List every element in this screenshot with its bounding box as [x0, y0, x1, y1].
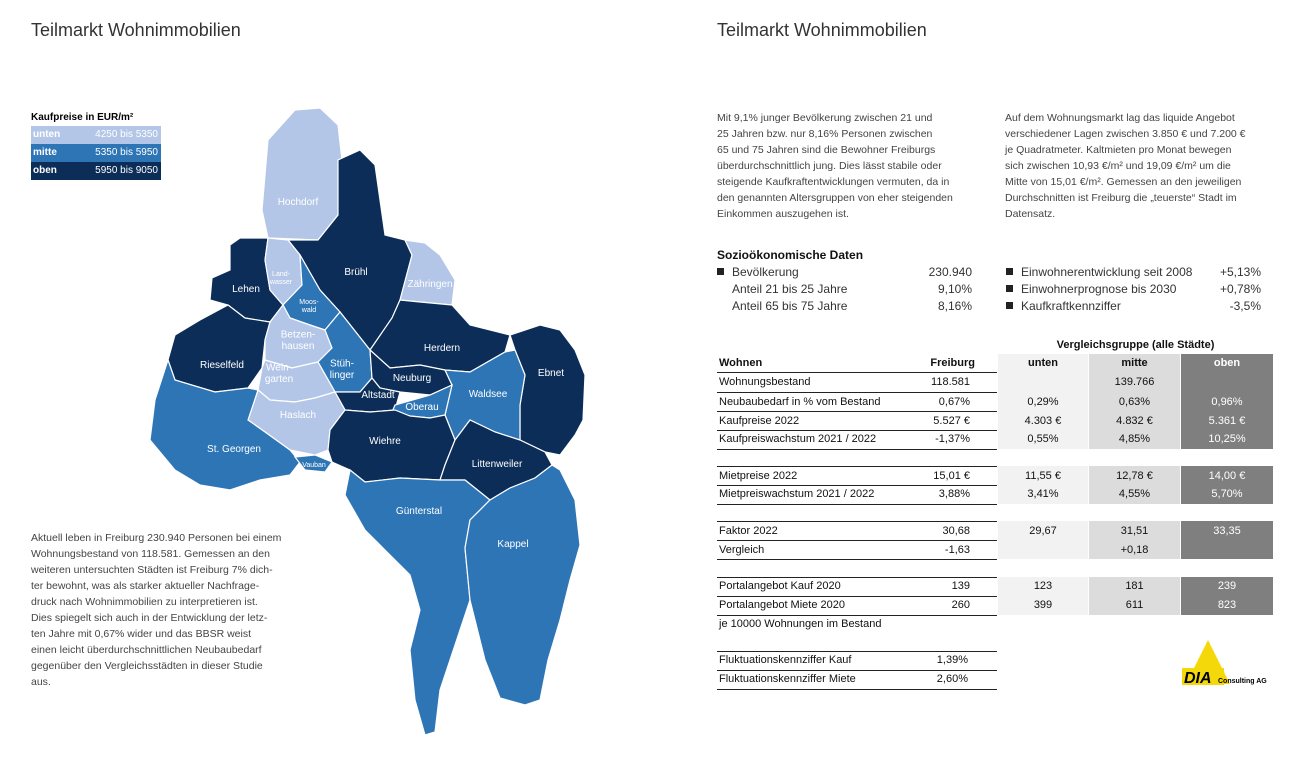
label-st-georgen: St. Georgen — [207, 444, 261, 455]
row-unten: 4.303 € — [1024, 415, 1062, 427]
sozio-value: +0,78% — [1219, 282, 1261, 296]
text-line: ter bewohnt, was als starker aktueller Nachfrage- — [31, 580, 260, 592]
row-freiburg: 5.527 € — [933, 415, 970, 427]
text-line: Wohnungsbestand von 118.581. Gemessen an den — [31, 548, 270, 560]
row-freiburg: 260 — [951, 599, 970, 611]
label-oberau: Oberau — [405, 402, 439, 413]
sozio-value: 8,16% — [937, 299, 972, 313]
left-page-title: Teilmarkt Wohnimmobilien — [31, 20, 241, 40]
row-unten: 11,55 € — [1025, 470, 1061, 482]
row-oben: 33,35 — [1213, 525, 1241, 537]
label-landwasser: Land-wasser — [269, 271, 293, 287]
label-weingarten: Wein-garten — [264, 362, 294, 385]
text-line: Dies spiegelt sich auch in der Entwicklung der letz- — [31, 612, 268, 624]
row-freiburg: 3,88% — [938, 488, 970, 500]
text-line: je Quadratmeter. Kaltmieten pro Monat bewegen — [1005, 144, 1232, 156]
label-waldsee: Waldsee — [468, 389, 508, 400]
text-line: Einkommen auszugehen ist. — [717, 208, 849, 220]
fluct-label: Fluktuationskennziffer Miete — [719, 673, 856, 685]
legend-title: Kaufpreise in EUR/m² — [31, 112, 134, 123]
text-line: Mitte von 15,01 €/m². Gemessen an den jeweiligen — [1005, 176, 1242, 188]
row-mitte: 0,63% — [1118, 396, 1151, 408]
row-freiburg: 0,67% — [938, 396, 970, 408]
text-line: steigende Kaufkraftentwicklungen vermuten, da in — [717, 176, 950, 188]
header-mitte: mitte — [1121, 357, 1148, 369]
row-label: Kaufpreise 2022 — [719, 415, 800, 427]
label-hochdorf: Hochdorf — [277, 197, 319, 208]
row-label: Wohnungsbestand — [719, 376, 811, 388]
row-unten: 0,55% — [1027, 433, 1059, 445]
header-wohnen: Wohnen — [719, 357, 763, 369]
header-freiburg: Freiburg — [930, 357, 975, 369]
row-mitte: +0,18 — [1120, 544, 1149, 556]
legend-range: 5950 bis 9050 — [95, 165, 158, 176]
text-line: Mit 9,1% junger Bevölkerung zwischen 21 und — [717, 112, 933, 124]
label-altstadt: Altstadt — [361, 390, 395, 401]
label-herdern: Herdern — [423, 343, 461, 354]
row-mitte: 12,78 € — [1116, 470, 1153, 482]
sozio-label: Kaufkraftkennziffer — [1021, 299, 1121, 313]
legend-key: oben — [33, 165, 57, 176]
text-line: ten Jahre mit 0,67% wider und das BBSR weist — [31, 628, 252, 640]
row-oben: 823 — [1217, 599, 1237, 611]
sozio-value: 9,10% — [937, 282, 972, 296]
text-line: Auf dem Wohnungsmarkt lag das liquide Angebot — [1005, 112, 1235, 124]
logo-brand: DIA — [1184, 670, 1212, 687]
text-line: aus. — [31, 676, 51, 688]
row-unten: 29,67 — [1029, 525, 1057, 537]
logo-sub: Consulting AG — [1218, 678, 1267, 685]
label-haslach: Haslach — [279, 410, 317, 421]
table-note: je 10000 Wohnungen im Bestand — [719, 618, 882, 630]
label-wiehre: Wiehre — [369, 436, 401, 447]
text-line: sich zwischen 10,93 €/m² und 19,09 €/m² um die — [1005, 160, 1231, 172]
label-guenterstal: Günterstal — [395, 506, 443, 517]
header-oben: oben — [1213, 357, 1241, 369]
row-mitte: 4,85% — [1118, 433, 1151, 445]
row-freiburg: 118.581 — [931, 376, 970, 388]
sozio-label: Bevölkerung — [732, 265, 799, 279]
legend-key: mitte — [33, 147, 57, 158]
row-mitte: 611 — [1125, 599, 1144, 611]
text-line: Datensatz. — [1005, 208, 1056, 220]
legend-key: unten — [33, 129, 61, 140]
label-littenweiler: Littenweiler — [471, 459, 523, 470]
row-label: Vergleich — [719, 544, 765, 556]
row-freiburg: 139 — [951, 580, 970, 592]
text-line: 65 und 75 Jahren sind die Bewohner Freiburgs — [717, 144, 936, 156]
row-unten: 123 — [1033, 580, 1053, 592]
text-line: überdurchschnittlich jung. Dies lässt stabile oder — [717, 160, 942, 172]
row-oben: 239 — [1217, 580, 1237, 592]
label-vauban: Vauban — [302, 462, 326, 469]
row-label: Faktor 2022 — [719, 525, 778, 537]
row-freiburg: 15,01 € — [933, 470, 970, 482]
sozio-value: +5,13% — [1219, 265, 1261, 279]
label-ebnet: Ebnet — [537, 368, 565, 379]
text-line: Durchschnitten ist Freiburg die „teuerste“ Stadt im — [1005, 192, 1237, 204]
sozio-label: Anteil 65 bis 75 Jahre — [732, 299, 848, 313]
row-oben: 5,70% — [1211, 488, 1243, 500]
text-line: Aktuell leben in Freiburg 230.940 Personen bei einem — [31, 532, 282, 544]
row-oben: 14,00 € — [1208, 470, 1246, 482]
row-label: Kaufpreiswachstum 2021 / 2022 — [719, 433, 877, 445]
fluct-value: 2,60% — [936, 673, 968, 685]
row-freiburg: -1,37% — [935, 433, 970, 445]
sozio-title: Sozioökonomische Daten — [717, 248, 864, 262]
text-line: einen leicht überdurchschnittlichen Neubaubedarf — [31, 644, 262, 656]
legend-range: 4250 bis 5350 — [95, 129, 158, 140]
sozio-label: Einwohnerprognose bis 2030 — [1021, 282, 1177, 296]
label-rieselfeld: Rieselfeld — [200, 360, 244, 371]
text-line: verschiedener Lagen zwischen 3.850 € und 7.200 € — [1005, 128, 1246, 140]
right-page-title: Teilmarkt Wohnimmobilien — [717, 20, 927, 40]
text-line: weiteren untersuchten Städten ist Freiburg 7% dich- — [31, 564, 273, 576]
row-label: Portalangebot Miete 2020 — [719, 599, 845, 611]
row-label: Mietpreise 2022 — [719, 470, 798, 482]
label-stuehlinger: Stüh-linger — [329, 358, 355, 381]
row-oben: 5.361 € — [1208, 415, 1246, 427]
row-unten: 399 — [1033, 599, 1053, 611]
row-mitte: 139.766 — [1114, 376, 1155, 388]
row-mitte: 181 — [1125, 580, 1144, 592]
sozio-label: Einwohnerentwicklung seit 2008 — [1021, 265, 1193, 279]
label-betzenhausen: Betzen-hausen — [280, 329, 316, 352]
sozio-value: 230.940 — [928, 265, 972, 279]
label-lehen: Lehen — [232, 284, 260, 295]
row-label: Portalangebot Kauf 2020 — [719, 580, 841, 592]
text-line: den genannten Altersgruppen von eher steigenden — [717, 192, 953, 204]
group-header: Vergleichsgruppe (alle Städte) — [1056, 339, 1215, 351]
text-line: gegenüber den Vergleichsstädten in dieser Studie — [31, 660, 263, 672]
row-oben: 10,25% — [1208, 433, 1246, 445]
row-mitte: 4,55% — [1118, 488, 1151, 500]
label-bruehl: Brühl — [344, 267, 368, 278]
row-oben: 0,96% — [1211, 396, 1243, 408]
fluct-value: 1,39% — [936, 654, 968, 666]
row-label: Neubaubedarf in % vom Bestand — [719, 396, 881, 408]
fluct-label: Fluktuationskennziffer Kauf — [719, 654, 852, 666]
label-kappel: Kappel — [497, 539, 529, 550]
row-label: Mietpreiswachstum 2021 / 2022 — [719, 488, 875, 500]
row-freiburg: 30,68 — [942, 525, 970, 537]
text-line: druck nach Wohnimmobilien zu interpretieren ist. — [31, 596, 258, 608]
dia-consulting-logo — [1180, 638, 1275, 690]
label-zaehringen: Zähringen — [407, 279, 453, 290]
row-mitte: 31,51 — [1120, 525, 1149, 537]
sozio-label: Anteil 21 bis 25 Jahre — [732, 282, 848, 296]
text-line: 25 Jahren bzw. nur 8,16% Personen zwischen — [717, 128, 933, 140]
sozio-value: -3,5% — [1229, 299, 1261, 313]
row-freiburg: -1,63 — [944, 544, 970, 556]
label-mooswald: Moos-wald — [299, 299, 319, 315]
row-unten: 0,29% — [1027, 396, 1059, 408]
row-mitte: 4.832 € — [1116, 415, 1153, 427]
label-neuburg: Neuburg — [392, 373, 432, 384]
legend-range: 5350 bis 5950 — [95, 147, 158, 158]
header-unten: unten — [1028, 357, 1058, 369]
row-unten: 3,41% — [1027, 488, 1059, 500]
